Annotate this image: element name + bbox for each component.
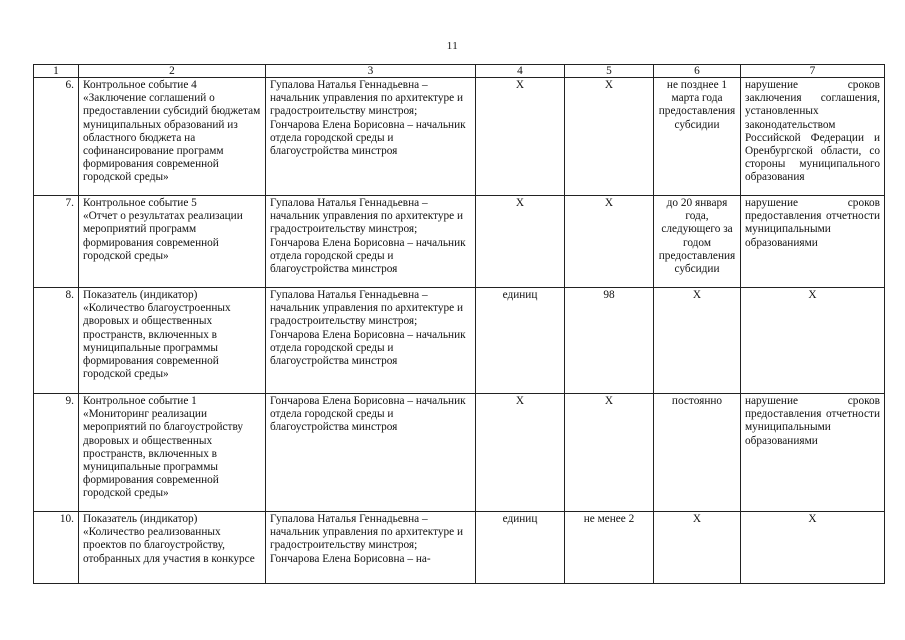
table-row: [34, 394, 885, 512]
row-number: 10.: [34, 512, 79, 584]
event-cell: [79, 78, 266, 196]
responsible-person: Гупалова Наталья Геннадьевна – начальник управления по архитектуре и градостроительству минстроя;: [270, 79, 464, 118]
value-cell: Х: [565, 196, 654, 288]
row-number: 8.: [34, 288, 79, 394]
responsible-person: Гупалова Наталья Геннадьевна – начальник управления по архитектуре и градостроительству минстроя;: [270, 197, 464, 236]
event-cell: [79, 394, 266, 512]
column-header: 4: [476, 65, 565, 78]
deadline-cell: не позднее 1 марта года предоставления субсидии: [654, 78, 741, 196]
responsible-cell: [266, 196, 476, 288]
responsible-person: Гупалова Наталья Геннадьевна – начальник управления по архитектуре и градостроительству минстроя;: [270, 513, 464, 552]
responsible-person: Гончарова Елена Борисовна – начальник отдела городской среды и благоустройства минстроя: [270, 118, 466, 158]
deadline-cell: Х: [654, 512, 741, 584]
responsible-person: Гончарова Елена Борисовна – начальник отдела городской среды и благоустройства минстроя: [270, 395, 466, 434]
responsible-cell: [266, 78, 476, 196]
value-cell: Х: [565, 78, 654, 196]
value-cell: не менее 2: [565, 512, 654, 584]
event-title: Контрольное событие 5: [83, 197, 197, 209]
responsible-cell: [266, 512, 476, 584]
table-row: [34, 288, 885, 394]
deadline-cell: до 20 января года, следующего за годом предоставления субсидии: [654, 196, 741, 288]
event-description: «Заключение соглашений о предоставлении субсидий бюджетам муниципальных образований из областного бюджета на софинансирование программ формирования современной городской среды»: [83, 92, 261, 184]
value-cell: 98: [565, 288, 654, 394]
responsible-person: Гупалова Наталья Геннадьевна – начальник управления по архитектуре и градостроительству минстроя;: [270, 289, 464, 328]
column-header: 5: [565, 65, 654, 78]
deadline-cell: Х: [654, 288, 741, 394]
row-number: 7.: [34, 196, 79, 288]
deadline-cell: постоянно: [654, 394, 741, 512]
event-title: Показатель (индикатор): [83, 289, 198, 301]
event-cell: [79, 288, 266, 394]
column-header: 6: [654, 65, 741, 78]
risk-cell: нарушение сроков предоставления отчетности муниципальными образованиями: [741, 394, 885, 512]
page-number: 11: [446, 40, 459, 52]
unit-cell: Х: [476, 196, 565, 288]
risk-cell: нарушение сроков заключения соглашения, установленных законодательством Российской Федерации и Оренбургской области, со стороны муниципального образования: [741, 78, 885, 196]
responsible-cell: [266, 288, 476, 394]
risk-cell: нарушение сроков предоставления отчетности муниципальными образованиями: [741, 196, 885, 288]
row-number: 6.: [34, 78, 79, 196]
event-title: Показатель (индикатор): [83, 513, 198, 525]
row-number: 9.: [34, 394, 79, 512]
control-events-table: [33, 64, 885, 584]
risk-cell: Х: [741, 512, 885, 584]
event-title: Контрольное событие 4: [83, 79, 197, 91]
column-header: 7: [741, 65, 885, 78]
table-row: [34, 196, 885, 288]
column-header: 1: [34, 65, 79, 78]
event-cell: [79, 196, 266, 288]
responsible-person: Гончарова Елена Борисовна – начальник отдела городской среды и благоустройства минстроя: [270, 328, 466, 368]
unit-cell: единиц: [476, 512, 565, 584]
event-cell: [79, 512, 266, 584]
column-header: 2: [79, 65, 266, 78]
responsible-person: Гончарова Елена Борисовна – начальник отдела городской среды и благоустройства минстроя: [270, 236, 466, 276]
value-cell: Х: [565, 394, 654, 512]
risk-cell: Х: [741, 288, 885, 394]
unit-cell: Х: [476, 78, 565, 196]
event-description: «Количество реализованных проектов по благоустройству, отобранных для участия в конкурсе: [83, 526, 255, 565]
event-description: «Количество благоустроенных дворовых и общественных пространств, включенных в муниципальные программы формирования современной городской среды»: [83, 302, 231, 381]
table-header-row: [34, 65, 885, 78]
table-row: [34, 78, 885, 196]
event-title: Контрольное событие 1: [83, 395, 197, 407]
responsible-person: Гончарова Елена Борисовна – на-: [270, 552, 431, 565]
table-row: [34, 512, 885, 584]
unit-cell: единиц: [476, 288, 565, 394]
event-description: «Отчет о результатах реализации мероприятий программ формирования современной городской среды»: [83, 210, 243, 262]
column-header: 3: [266, 65, 476, 78]
responsible-cell: [266, 394, 476, 512]
event-description: «Мониторинг реализации мероприятий по благоустройству дворовых и общественных пространств, включенных в муниципальные программы формирования современной городской среды»: [83, 408, 244, 500]
unit-cell: Х: [476, 394, 565, 512]
